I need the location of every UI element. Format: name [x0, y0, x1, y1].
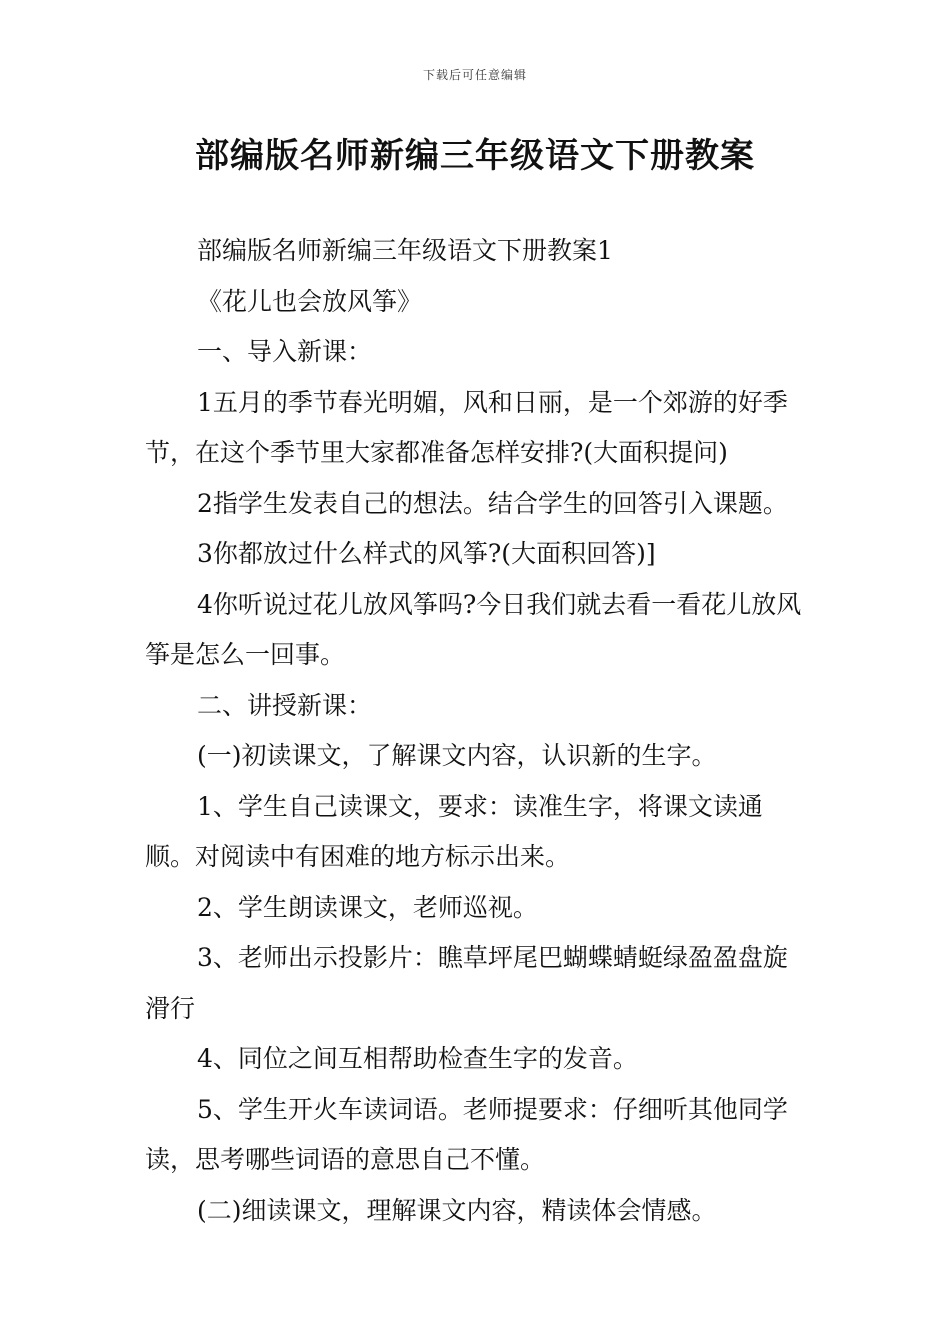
paragraph: 2指学生发表自己的想法。结合学生的回答引入课题。 [197, 488, 788, 518]
paragraph: 一、导入新课： [197, 337, 373, 366]
paragraph: 4你听说过花儿放风筝吗?今日我们就去看一看花儿放风筝是怎么一回事。 [145, 589, 802, 669]
paragraph: 2、学生朗读课文，老师巡视。 [197, 892, 538, 922]
paragraph: 1五月的季节春光明媚，风和日丽，是一个郊游的好季节，在这个季节里大家都准备怎样安排?(大面积提问) [145, 387, 788, 467]
paragraph: 《花儿也会放风筝》 [197, 286, 423, 316]
paragraph: 3、老师出示投影片：瞧草坪尾巴蝴蝶蜻蜓绿盈盈盘旋滑行 [145, 943, 788, 1023]
paragraph: 4、同位之间互相帮助检查生字的发音。 [197, 1044, 638, 1073]
paragraph: 1、学生自己读课文，要求：读准生字，将课文读通顺。对阅读中有困难的地方标示出来。 [145, 791, 763, 871]
document-title: 部编版名师新编三年级语文下册教案 [195, 136, 755, 176]
document-body [145, 226, 810, 1236]
paragraph: 部编版名师新编三年级语文下册教案1 [197, 236, 613, 265]
paragraph: 3你都放过什么样式的风筝?(大面积回答)] [197, 539, 656, 568]
header-note: 下载后可任意编辑 [422, 68, 527, 82]
paragraph: (二)细读课文，理解课文内容，精读体会情感。 [197, 1195, 717, 1225]
paragraph: (一)初读课文，了解课文内容，认识新的生字。 [197, 741, 717, 770]
paragraph: 5、学生开火车读词语。老师提要求：仔细听其他同学读，思考哪些词语的意思自己不懂。 [145, 1094, 788, 1174]
paragraph: 二、讲授新课： [197, 690, 373, 720]
